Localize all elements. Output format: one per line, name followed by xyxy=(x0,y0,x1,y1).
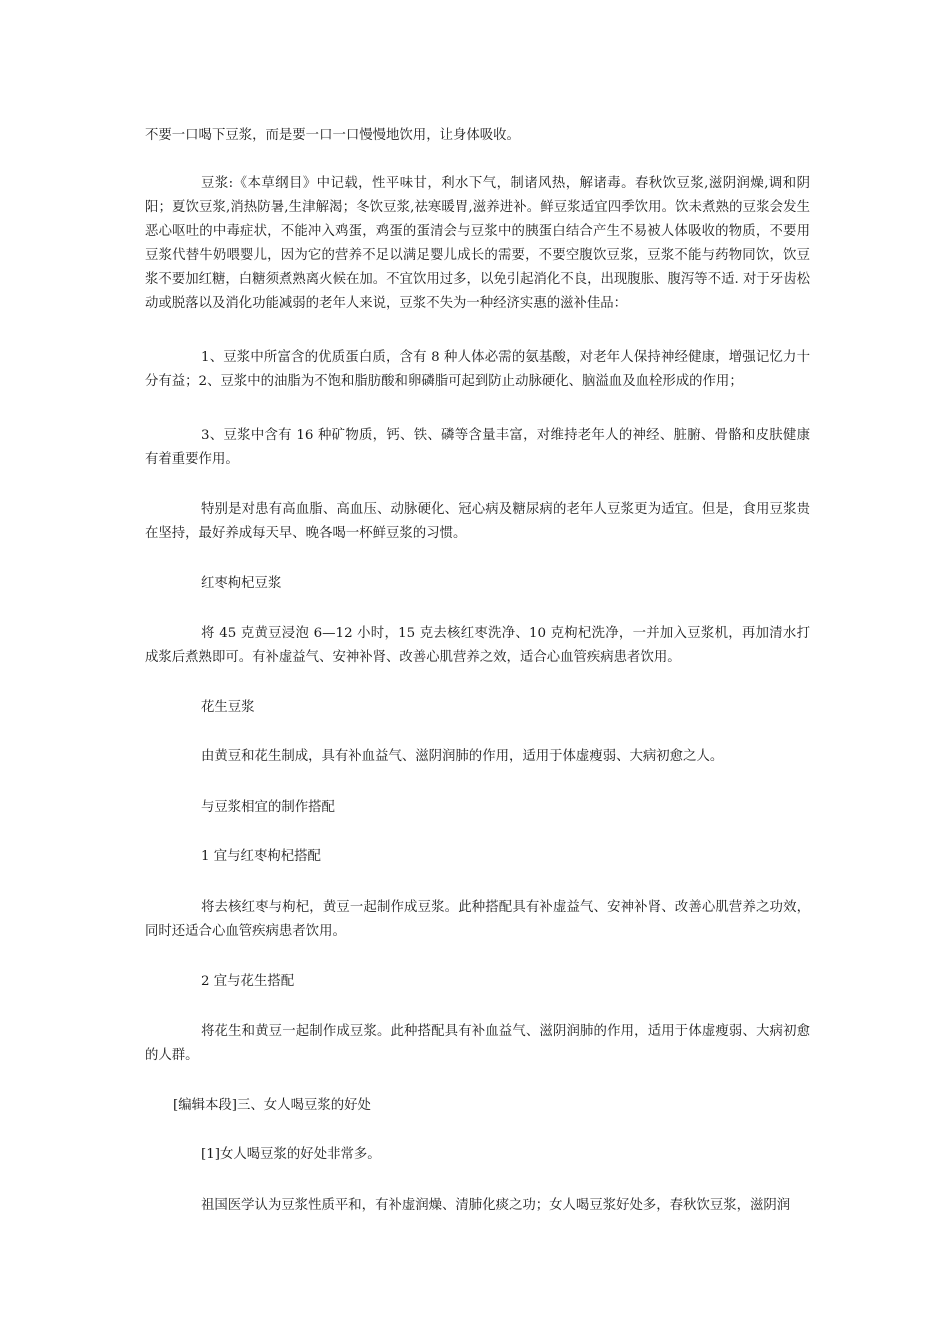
paragraph-8: 将去核红枣与枸杞，黄豆一起制作成豆浆。此种搭配具有补虚益气、安神补肾、改善心肌营养之功效，同时还适合心血管疾病患者饮用。 xyxy=(145,900,810,939)
heading-hongzao-gouqi-doujiang: 红枣枸杞豆浆 xyxy=(201,576,282,591)
paragraph-11: 祖国医学认为豆浆性质平和，有补虚润燥、清肺化痰之功；女人喝豆浆好处多，春秋饮豆浆，滋阴润 xyxy=(201,1198,791,1213)
heading-pairing-1: 1 宜与红枣枸杞搭配 xyxy=(201,849,321,864)
paragraph-9: 将花生和黄豆一起制作成豆浆。此种搭配具有补血益气、滋阴润肺的作用，适用于体虚瘦弱、大病初愈的人群。 xyxy=(145,1024,810,1063)
paragraph-5: 特别是对患有高血脂、高血压、动脉硬化、冠心病及糖尿病的老年人豆浆更为适宜。但是，食用豆浆贵在坚持，最好养成每天早、晚各喝一杯鲜豆浆的习惯。 xyxy=(145,502,810,541)
heading-pairing-2: 2 宜与花生搭配 xyxy=(201,974,295,989)
paragraph-10: [1]女人喝豆浆的好处非常多。 xyxy=(201,1147,381,1162)
heading-huasheng-doujiang: 花生豆浆 xyxy=(201,700,255,715)
paragraph-1: 不要一口喝下豆浆，而是要一口一口慢慢地饮用，让身体吸收。 xyxy=(145,128,520,143)
paragraph-6: 将 45 克黄豆浸泡 6—12 小时，15 克去核红枣洗净、10 克枸杞洗净，一并加入豆浆机，再加清水打成浆后煮熟即可。有补虚益气、安神补肾、改善心肌营养之效，适合心血管疾病患者饮用。 xyxy=(145,626,810,665)
paragraph-7: 由黄豆和花生制成，具有补血益气、滋阴润肺的作用，适用于体虚瘦弱、大病初愈之人。 xyxy=(201,749,724,764)
paragraph-2: 豆浆:《本草纲目》中记载，性平味甘，利水下气，制诸风热，解诸毒。春秋饮豆浆,滋阴润燥,调和阴阳；夏饮豆浆,消热防暑,生津解渴；冬饮豆浆,祛寒暖胃,滋养进补。鲜豆浆适宜四季饮用。饮未煮熟的豆浆会发生恶心呕吐的中毒症状，不能冲入鸡蛋，鸡蛋的蛋清会与豆浆中的胰蛋白结合产生不易被人体吸收的物质，不要用豆浆代替牛奶喂婴儿，因为它的营养不足以满足婴儿成长的需要，不要空腹饮豆浆，豆浆不能与药物同饮，饮豆浆不要加红糖，白糖须煮熟离火候在加。不宜饮用过多，以免引起消化不良，出现腹胀、腹泻等不适. 对于牙齿松动或脱落以及消化功能减弱的老年人来说，豆浆不失为一种经济实惠的滋补佳品： xyxy=(145,176,810,311)
paragraph-4: 3、豆浆中含有 16 种矿物质，钙、铁、磷等含量丰富，对维持老年人的神经、脏腑、骨骼和皮肤健康有着重要作用。 xyxy=(145,428,810,467)
heading-pairing: 与豆浆相宜的制作搭配 xyxy=(201,800,335,815)
paragraph-3: 1、豆浆中所富含的优质蛋白质，含有 8 种人体必需的氨基酸，对老年人保持神经健康，增强记忆力十分有益；2、豆浆中的油脂为不饱和脂肪酸和卵磷脂可起到防止动脉硬化、脑溢血及血栓形成的作用； xyxy=(145,350,810,389)
section-heading: [编辑本段]三、女人喝豆浆的好处 xyxy=(173,1098,371,1113)
